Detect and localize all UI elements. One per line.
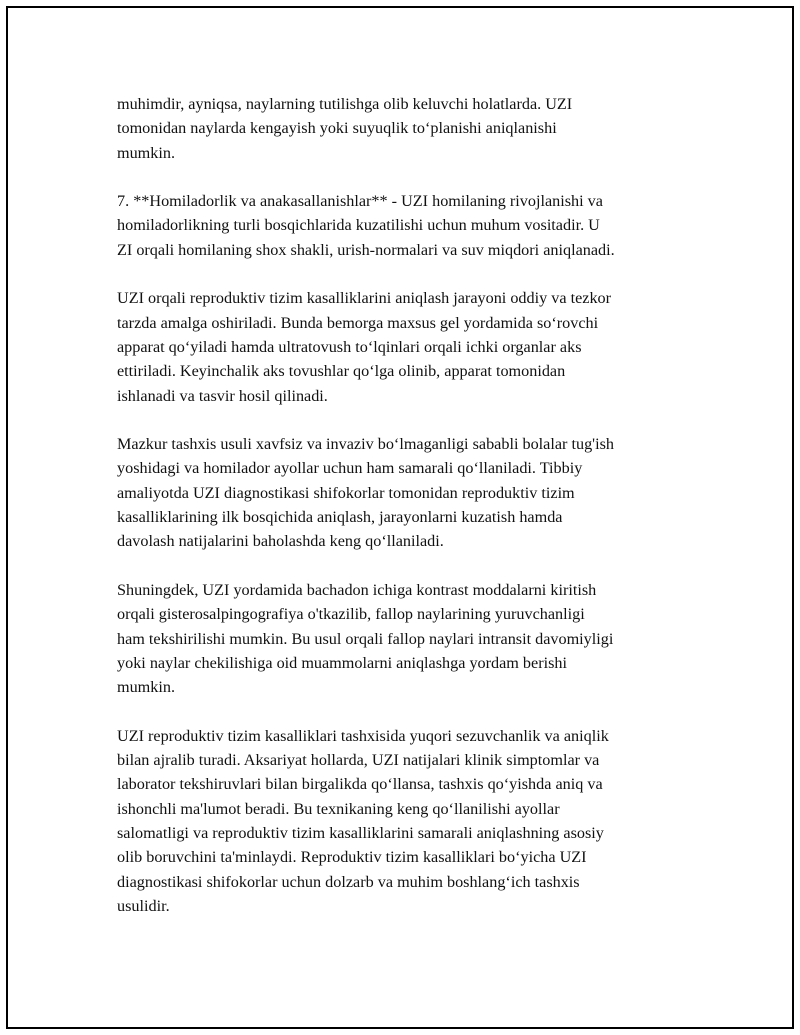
paragraph: Mazkur tashxis usuli xavfsiz va invaziv bo‘lmaganligi sababli bolalar tug'ish yoshidagi va homilador ayollar uchun ham samarali qo‘llaniladi. Tibbiy amaliyotda UZI diagnostikasi shifokorlar tomonidan reproduktiv tizim kasalliklarining ilk bosqichida aniqlash, jarayonlarni kuzatish hamda davolash natijalarini baholashda keng qo‘llaniladi. [117,435,614,551]
document-body [117,92,697,918]
paragraph: muhimdir, ayniqsa, naylarning tutilishga olib keluvchi holatlarda. UZI tomonidan naylarda kengayish yoki suyuqlik to‘planishi aniqlanishi mumkin. [117,95,573,162]
paragraph: UZI reproduktiv tizim kasalliklari tashxisida yuqori sezuvchanlik va aniqlik bilan ajralib turadi. Aksariyat hollarda, UZI natijalari klinik simptomlar va laborator tekshiruvlari bilan birgalikda qo‘llansa, tashxis qo‘yishda aniq va ishonchli ma'lumot beradi. Bu texnikaning keng qo‘llanilishi ayollar salomatligi va reproduktiv tizim kasalliklarini samarali aniqlashning asosiy olib boruvchini ta'minlaydi. Reproduktiv tizim kasalliklari bo‘yicha UZI diagnostikasi shifokorlar uchun dolzarb va muhim boshlang‘ich tashxis usulidir. [117,726,609,915]
paragraph: UZI orqali reproduktiv tizim kasalliklarini aniqlash jarayoni oddiy va tezkor tarzda amalga oshiriladi. Bunda bemorga maxsus gel yordamida so‘rovchi apparat qo‘yiladi hamda ultratovush to‘lqinlari orqali ichki organlar aks ettiriladi. Keyinchalik aks tovushlar qo‘lga olinib, apparat tomonidan ishlanadi va tasvir hosil qilinadi. [117,289,612,405]
paragraph: Shuningdek, UZI yordamida bachadon ichiga kontrast moddalarni kiritish orqali gisterosalpingografiya o'tkazilib, fallop naylarining yuruvchanligi ham tekshirilishi mumkin. Bu usul orqali fallop naylari intransit davomiyligi yoki naylar chekilishiga oid muammolarni aniqlashga yordam berishi mumkin. [117,580,614,697]
paragraph: 7. **Homiladorlik va anakasallanishlar** - UZI homilaning rivojlanishi va homiladorlikning turli bosqichlarida kuzatilishi uchun muhum vositadir. U ZI orqali homilaning shox shakli, urish-normalari va suv miqdori aniqlanadi. [117,192,615,259]
